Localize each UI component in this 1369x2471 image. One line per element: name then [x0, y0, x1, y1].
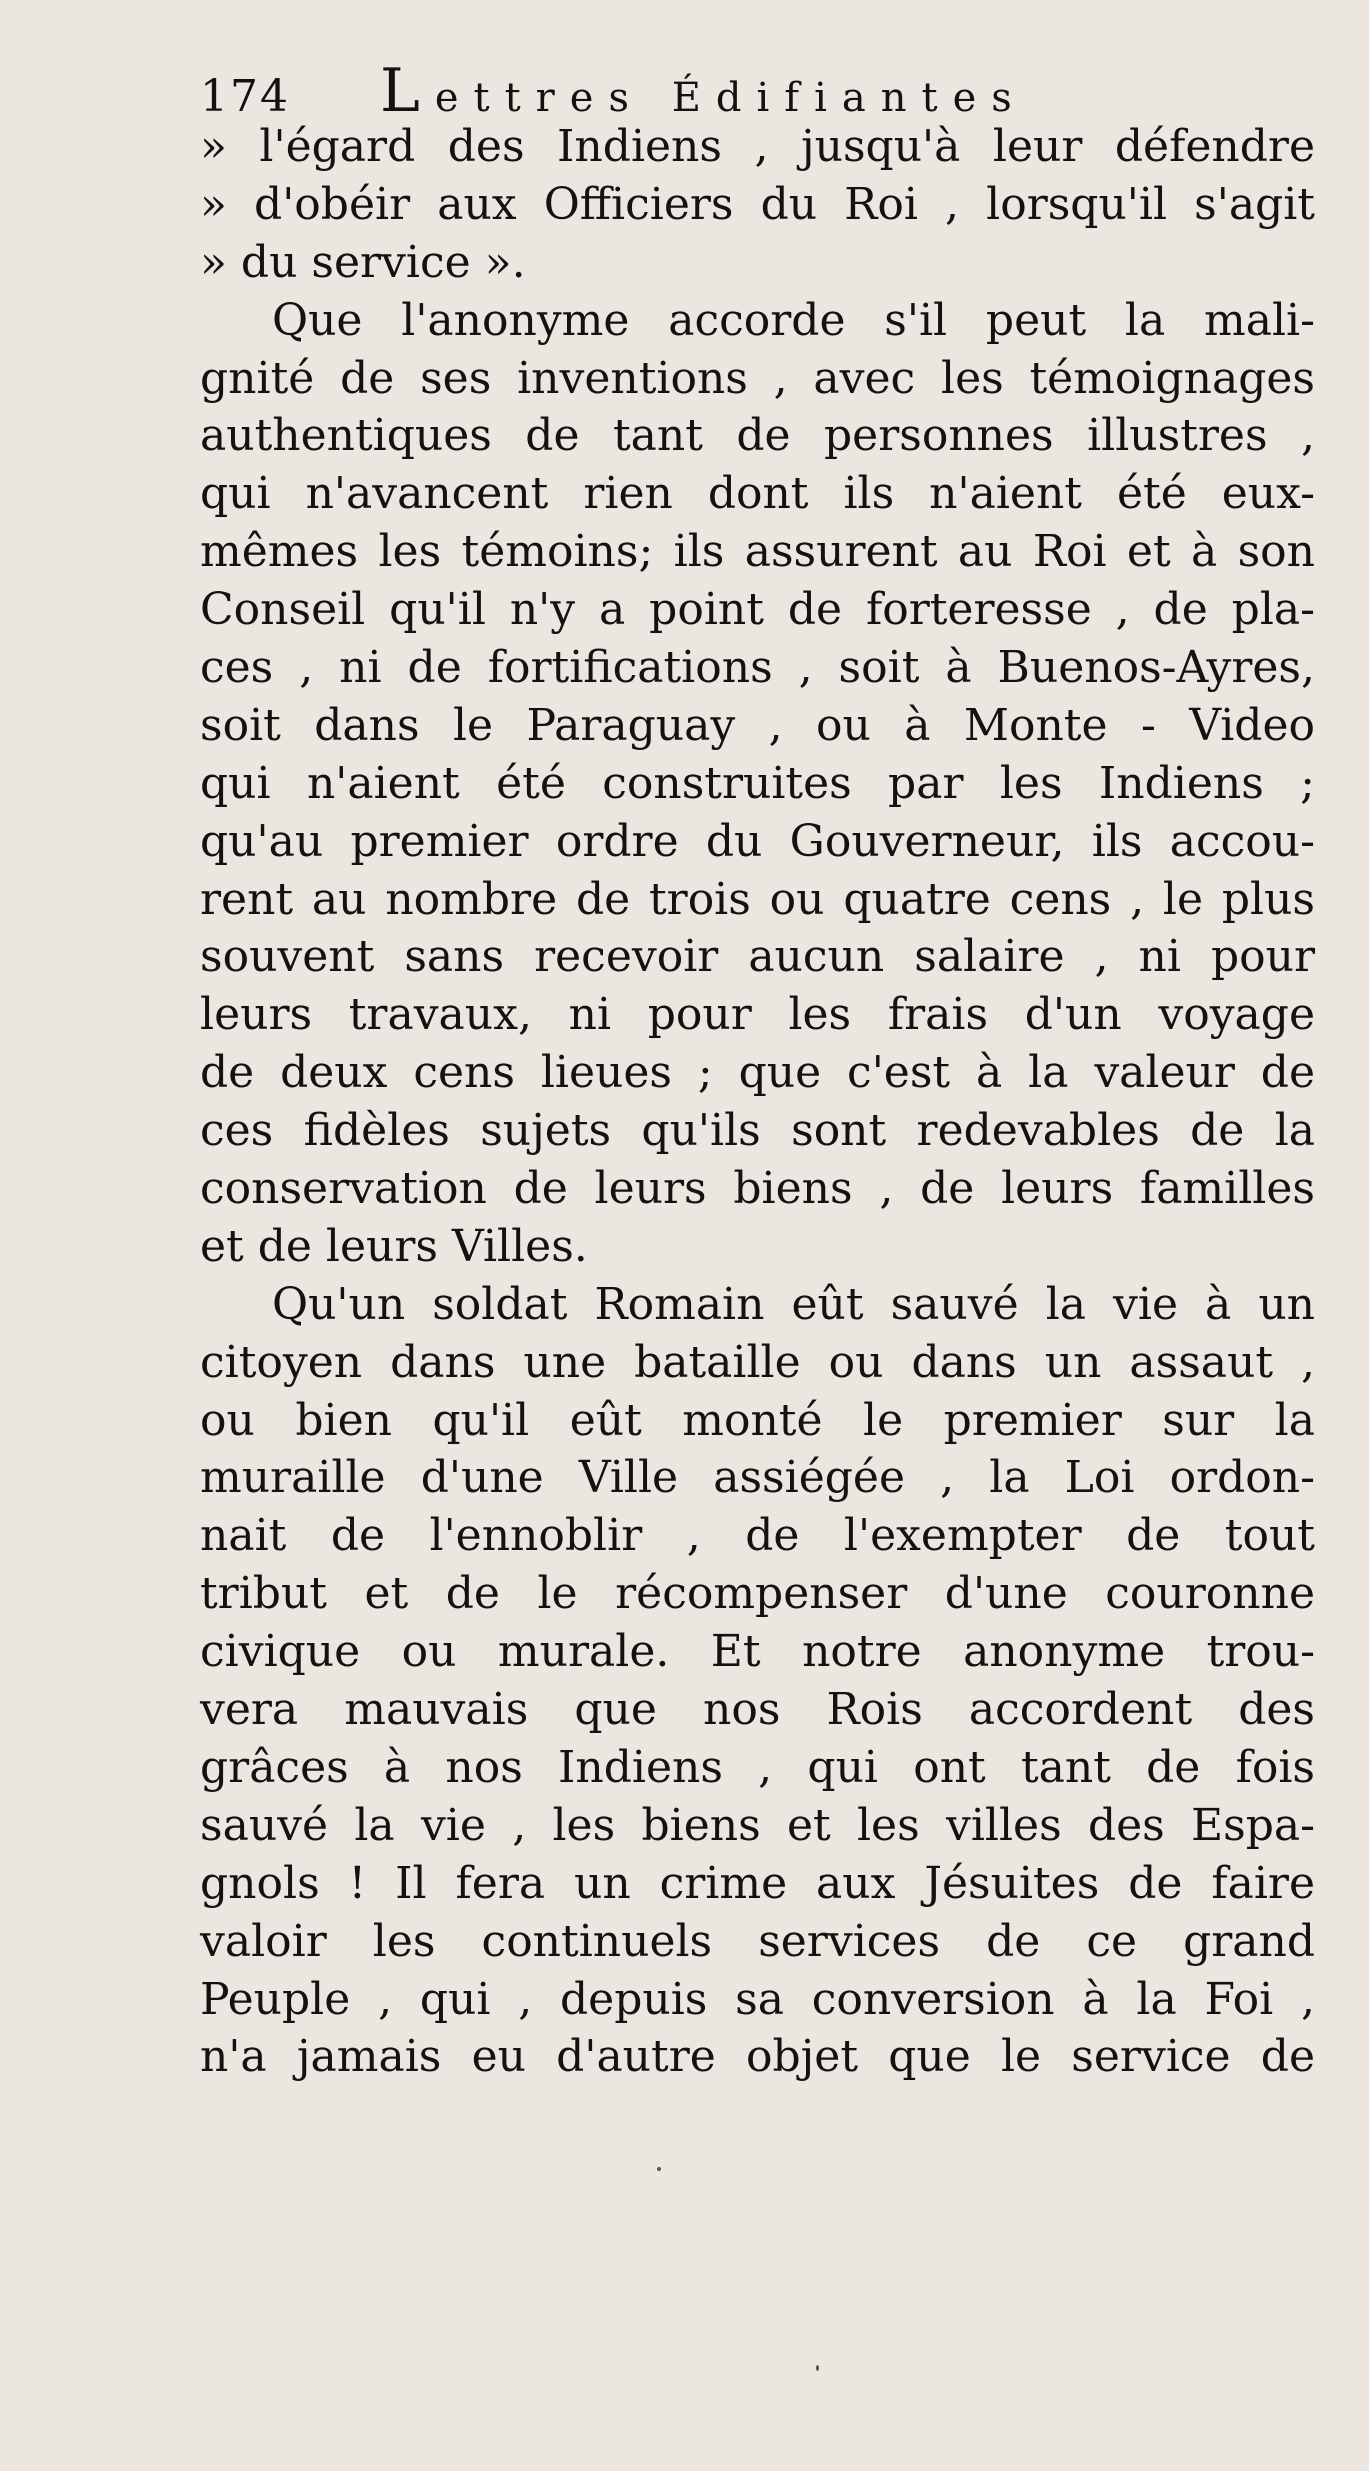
text-line: grâces à nos Indiens , qui ont tant de fois — [200, 1741, 1315, 1793]
page-number: 174 — [200, 71, 290, 122]
page-header — [200, 56, 1300, 126]
text-line: gnité de ses inventions , avec les témoignages — [200, 352, 1315, 404]
text-line: de deux cens lieues ; que c'est à la valeur de — [200, 1047, 1315, 1099]
paper-speck — [657, 2167, 661, 2171]
text-line: qu'au premier ordre du Gouverneur, ils accou- — [200, 815, 1315, 867]
text-line: qui n'aient été construites par les Indiens ; — [200, 757, 1315, 809]
text-line: ou bien qu'il eût monté le premier sur la — [200, 1394, 1315, 1446]
body-text — [200, 118, 1315, 2086]
text-line: soit dans le Paraguay , ou à Monte - Video — [200, 699, 1315, 751]
paragraph-first-line: Qu'un soldat Romain eût sauvé la vie à un — [272, 1278, 1315, 1330]
text-line: gnols ! Il fera un crime aux Jésuites de faire — [200, 1857, 1315, 1909]
text-line: mêmes les témoins; ils assurent au Roi et à son — [200, 526, 1315, 578]
text-line: leurs travaux, ni pour les frais d'un voyage — [200, 989, 1315, 1041]
text-line: muraille d'une Ville assiégée , la Loi ordon- — [200, 1452, 1315, 1504]
text-line: qui n'avancent rien dont ils n'aient été eux- — [200, 468, 1315, 520]
paragraph-first-line: Que l'anonyme accorde s'il peut la mali- — [272, 294, 1315, 346]
running-head: Lettres Édifiantes — [380, 56, 1027, 126]
text-line: sauvé la vie , les biens et les villes des Espa- — [200, 1799, 1315, 1851]
text-line: citoyen dans une bataille ou dans un assaut , — [200, 1336, 1315, 1388]
text-line: » l'égard des Indiens , jusqu'à leur défendre — [200, 121, 1315, 172]
text-line: » d'obéir aux Officiers du Roi , lorsqu'il s'agit — [200, 178, 1315, 230]
text-line: n'a jamais eu d'autre objet que le service de — [200, 2031, 1315, 2083]
text-line: Peuple , qui , depuis sa conversion à la Foi , — [200, 1973, 1315, 2025]
text-line: Conseil qu'il n'y a point de forteresse , de pla- — [200, 584, 1315, 636]
text-line: nait de l'ennoblir , de l'exempter de tout — [200, 1510, 1315, 1562]
text-line: civique ou murale. Et notre anonyme trou- — [200, 1626, 1315, 1678]
text-line: ces fidèles sujets qu'ils sont redevables de la — [200, 1105, 1315, 1157]
text-line: souvent sans recevoir aucun salaire , ni pour — [200, 931, 1315, 983]
text-line: authentiques de tant de personnes illustres , — [200, 410, 1315, 462]
text-line: et de leurs Villes. — [200, 1220, 588, 1272]
text-line: ces , ni de fortifications , soit à Buenos-Ayres, — [200, 642, 1315, 694]
text-line: vera mauvais que nos Rois accordent des — [200, 1684, 1315, 1736]
text-line: conservation de leurs biens , de leurs familles — [200, 1163, 1315, 1215]
text-line: valoir les continuels services de ce grand — [200, 1915, 1315, 1967]
text-line: » du service ». — [200, 236, 526, 288]
paper-speck — [816, 2365, 819, 2371]
text-line: rent au nombre de trois ou quatre cens , le plus — [200, 873, 1315, 925]
text-line: tribut et de le récompenser d'une couronne — [200, 1568, 1315, 1620]
